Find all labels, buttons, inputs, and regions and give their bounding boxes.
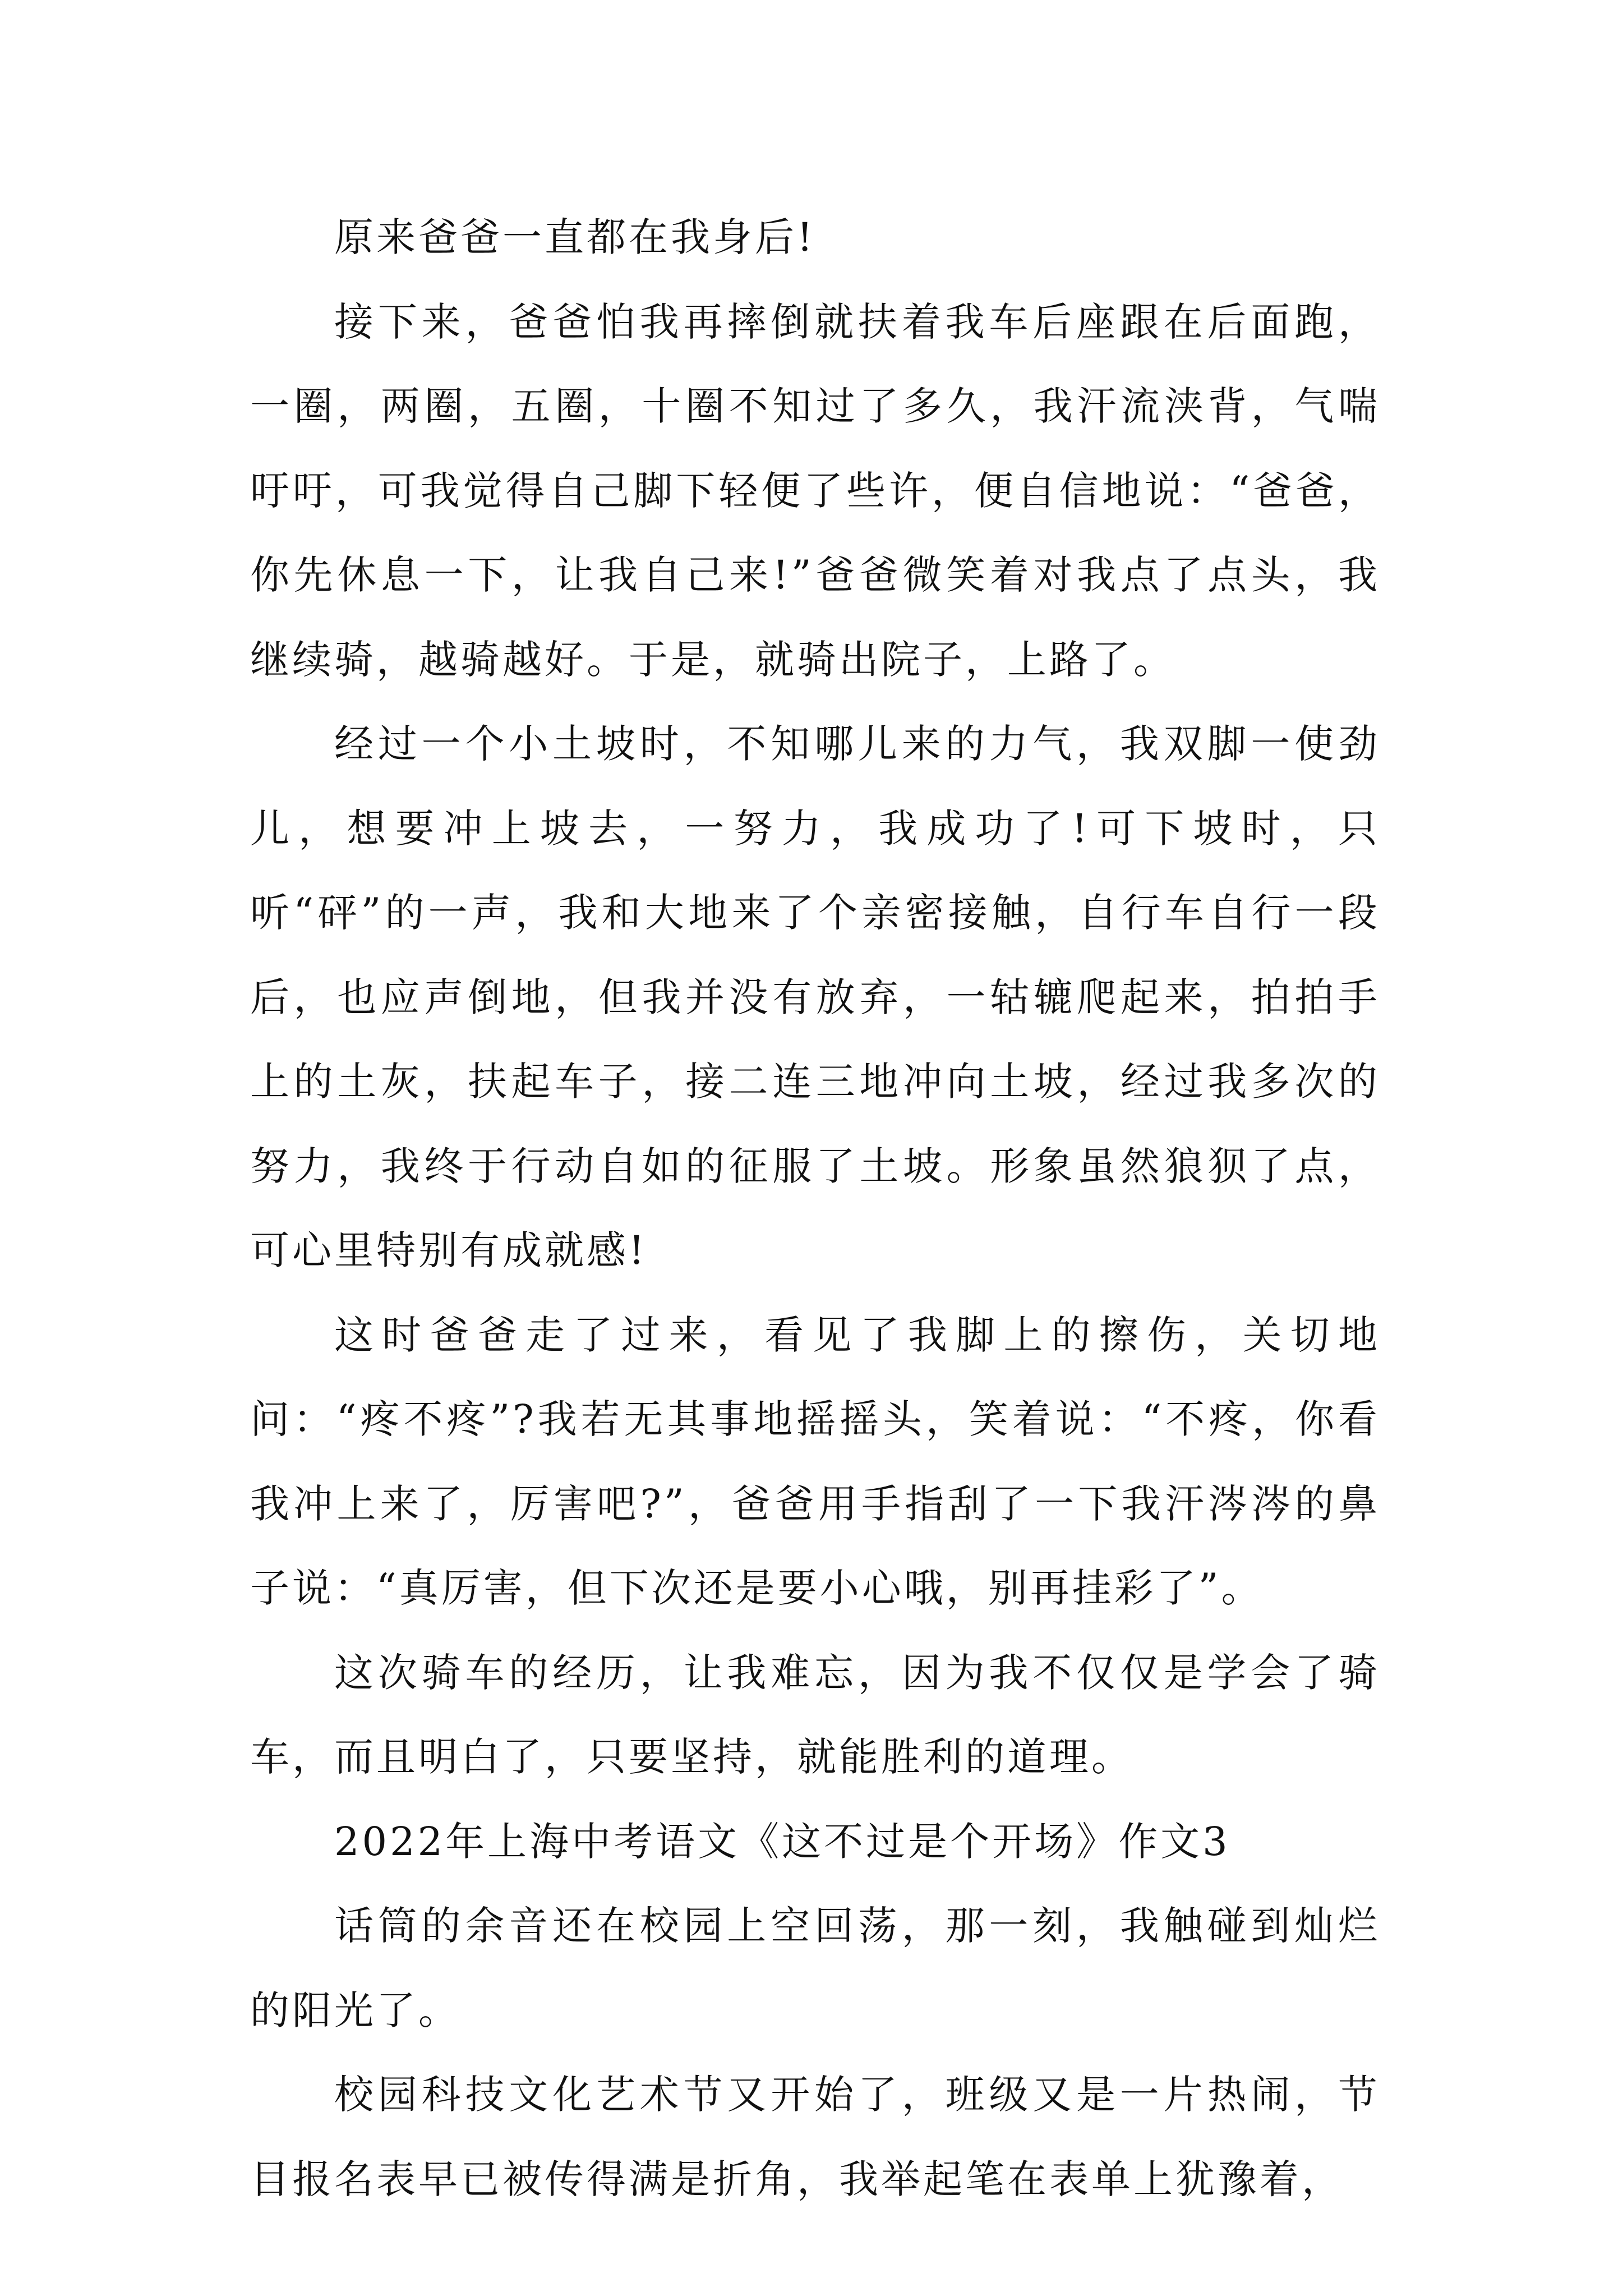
paragraph-art-festival: 校园科技文化艺术节又开始了，班级又是一片热闹，节目报名表早已被传得满是折角，我举起笔在表单上犹豫着， [250, 2072, 1380, 2202]
paragraph-microphone: 话筒的余音还在校园上空回荡，那一刻，我触碰到灿烂的阳光了。 [250, 1903, 1380, 2033]
paragraph-dad-behind: 原来爸爸一直都在我身后! [334, 214, 816, 260]
paragraph-conclusion: 这次骑车的经历，让我难忘，因为我不仅仅是学会了骑车，而且明白了，只要坚持，就能胜利的道理。 [250, 1649, 1380, 1780]
paragraph-dad-asks: 这时爸爸走了过来，看见了我脚上的擦伤，关切地问：“疼不疼”?我若无其事地摇摇头，笑着说：“不疼，你看我冲上来了，厉害吧?”，爸爸用手指刮了一下我汗涔涔的鼻子说：“真厉害，但下次还是要小心哦，别再挂彩了”。 [250, 1312, 1380, 1611]
paragraph-learning-to-ride: 接下来，爸爸怕我再摔倒就扶着我车后座跟在后面跑，一圈，两圈，五圈，十圈不知过了多久，我汗流浃背，气喘吁吁，可我觉得自己脚下轻便了些许，便自信地说：“爸爸，你先休息一下，让我自己来!”爸爸微笑着对我点了点头，我继续骑，越骑越好。于是，就骑出院子，上路了。 [250, 298, 1380, 683]
document-body [250, 195, 1380, 2221]
essay-heading: 2022年上海中考语文《这不过是个开场》作文3 [334, 1818, 1230, 1865]
paragraph-slope: 经过一个小土坡时，不知哪儿来的力气，我双脚一使劲儿，想要冲上坡去，一努力，我成功了!可下坡时，只听“砰”的一声，我和大地来了个亲密接触，自行车自行一段后，也应声倒地，但我并没有放弃，一轱辘爬起来，拍拍手上的土灰，扶起车子，接二连三地冲向土坡，经过我多次的努力，我终于行动自如的征服了土坡。形象虽然狼狈了点，可心里特别有成就感! [250, 721, 1380, 1273]
